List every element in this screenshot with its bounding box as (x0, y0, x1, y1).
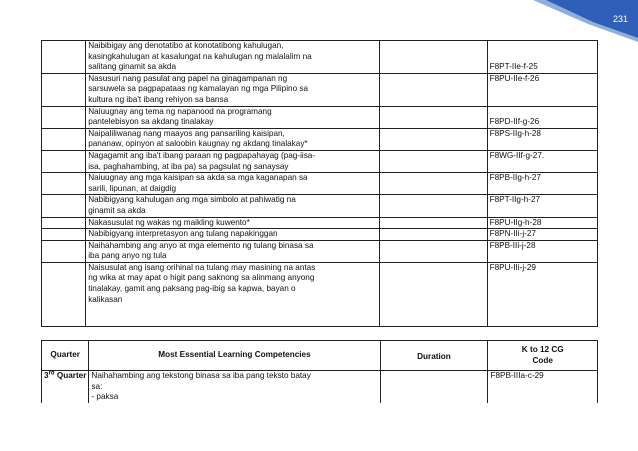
duration-cell (379, 106, 487, 128)
competency-cell: Naiuugnay ang tema ng napanood na programang pantelebisyon sa akdang tinalakay (86, 106, 379, 128)
quarter-word: Quarter (54, 371, 87, 381)
quarter-cell (42, 150, 86, 172)
header-code: K to 12 CG Code (488, 341, 598, 371)
code-cell: F8PU-IIg-h-28 (487, 217, 597, 229)
header-quarter: Quarter (42, 341, 89, 371)
competency-cell: Nabibigyang kahulugan ang mga simbolo at pahiwatig na ginamit sa akda (86, 195, 379, 217)
quarter-suffix: rd (48, 370, 55, 377)
code-cell: F8PT-IIg-h-27 (487, 195, 597, 217)
code-cell: F8PT-IIe-f-25 (487, 41, 597, 74)
duration-cell (379, 41, 487, 74)
table-row (42, 128, 598, 150)
code-cell: F8PB-IIIa-c-29 (488, 371, 598, 403)
duration-cell (379, 128, 487, 150)
header-competencies: Most Essential Learning Competencies (89, 341, 380, 371)
code-cell: F8PD-IIf-g-26 (487, 106, 597, 128)
competency-cell: Nabibigyang interpretasyon ang tulang napakinggan (86, 229, 379, 241)
quarter-cell (42, 262, 86, 326)
quarter-cell (42, 173, 86, 195)
competency-cell: Naiuugnay ang mga kaisipan sa akda sa mga kaganapan sa sarili, lipunan, at daigdig (86, 173, 379, 195)
duration-cell (379, 150, 487, 172)
code-cell: F8PU-IIi-j-29 (487, 262, 597, 326)
quarter-cell (42, 41, 86, 74)
duration-cell (379, 173, 487, 195)
header-duration: Duration (380, 341, 488, 371)
duration-cell (379, 240, 487, 262)
competency-cell: Naihahambing ang anyo at mga elemento ng tulang binasa sa iba pang anyo ng tula (86, 240, 379, 262)
page-number: 231 (612, 14, 628, 24)
duration-cell (380, 371, 488, 403)
duration-cell (379, 73, 487, 106)
table-row (42, 217, 598, 229)
table-row (42, 173, 598, 195)
table-row (42, 106, 598, 128)
quarter-cell (42, 217, 86, 229)
code-cell: F8WG-IIf-g-27. (487, 150, 597, 172)
table-row (42, 371, 598, 403)
code-cell: F8PU-IIe-f-26 (487, 73, 597, 106)
competency-cell: Naihahambing ang tekstong binasa sa iba pang teksto batay sa: - paksa (89, 371, 380, 403)
quarter-cell (42, 128, 86, 150)
duration-cell (379, 262, 487, 326)
duration-cell (379, 217, 487, 229)
quarter-cell (42, 240, 86, 262)
quarter-number: 3 (44, 371, 49, 381)
quarter-cell (42, 229, 86, 241)
quarter-cell (42, 195, 86, 217)
duration-cell (379, 229, 487, 241)
competency-cell: Nagagamit ang iba't ibang paraan ng pagpapahayag (pag-iisa- isa, paghahambing, at iba pa) sa pagsulat ng sanaysay (86, 150, 379, 172)
competency-table-continued (41, 40, 598, 327)
quarter-cell (42, 106, 86, 128)
competency-cell: Naisusulat ang isang orihinal na tulang may masining na antas ng wika at may apat o higit pang saknong sa alinmang anyong tinalakay, gamit ang paksang pag-ibig sa kapwa, bayan o kalikasan (86, 262, 379, 326)
table-row (42, 150, 598, 172)
header-row (42, 341, 598, 371)
quarter-cell (42, 73, 86, 106)
table-row (42, 195, 598, 217)
quarter-cell (42, 371, 89, 403)
code-cell: F8PB-IIg-h-27 (487, 173, 597, 195)
competency-cell: Nasusuri nang pasulat ang papel na ginagampanan ng sarsuwela sa pagpapataas ng kamalayan ng mga Pilipino sa kultura ng iba't ibang rehiyon sa bansa (86, 73, 379, 106)
competency-table-q3 (41, 340, 598, 403)
competency-cell: Naipaliliwanag nang maayos ang pansariling kaisipan, pananaw, opinyon at saloobin kaugnay ng akdang tinalakay* (86, 128, 379, 150)
competency-cell: Nakasusulat ng wakas ng maikling kuwento* (86, 217, 379, 229)
table-row (42, 229, 598, 241)
code-cell: F8PB-IIi-j-28 (487, 240, 597, 262)
table-row (42, 73, 598, 106)
competency-cell: Naibibigay ang denotatibo at konotatibong kahulugan, kasingkahulugan at kasalungat na kahulugan ng malalalim na salitang ginamit sa akda (86, 41, 379, 74)
code-cell: F8PS-IIg-h-28 (487, 128, 597, 150)
code-cell: F8PN-IIi-j-27 (487, 229, 597, 241)
duration-cell (379, 195, 487, 217)
table-row (42, 262, 598, 326)
table-row (42, 240, 598, 262)
